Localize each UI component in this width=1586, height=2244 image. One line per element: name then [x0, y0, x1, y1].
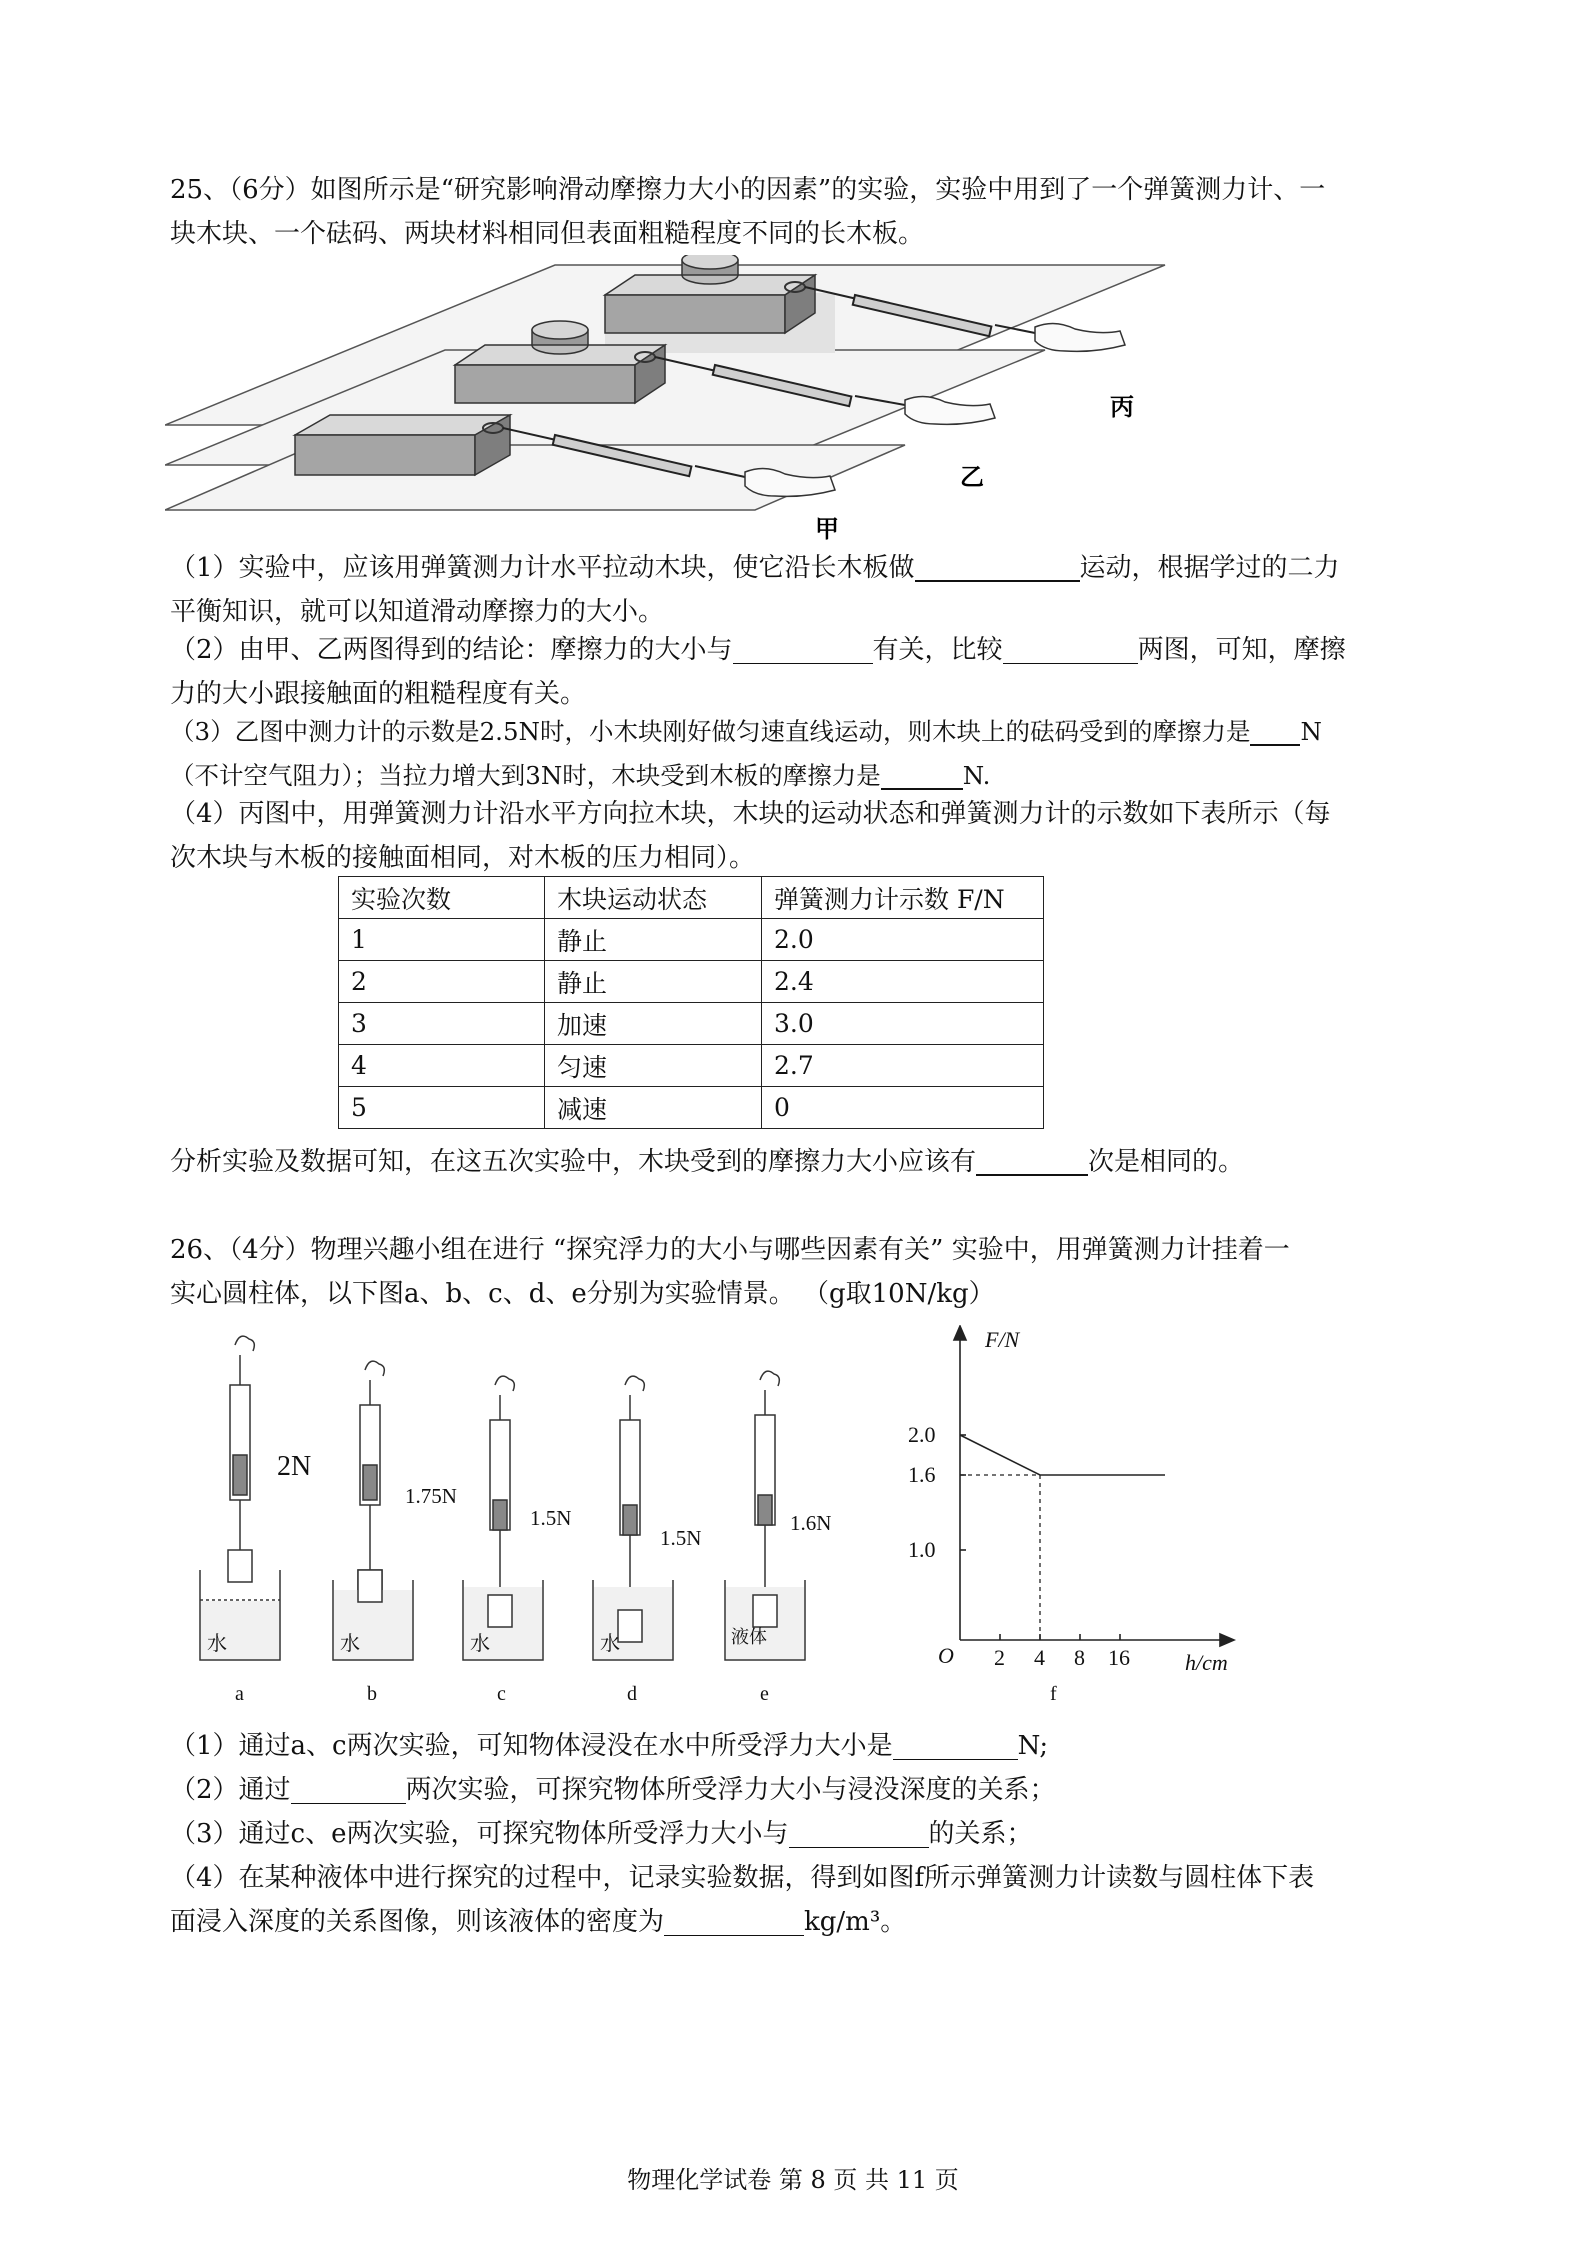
y-axis-arrow [954, 1326, 966, 1340]
answer-blank[interactable] [976, 1144, 1088, 1176]
table-row [339, 1003, 1044, 1045]
panel-a [200, 1336, 280, 1660]
x-tick-label: 4 [1034, 1645, 1045, 1670]
x-axis-arrow [1220, 1634, 1234, 1646]
page-footer: 物理化学试卷 第 8 页 共 11 页 [627, 2166, 959, 2194]
q25-p2-text-d: 力的大小跟接触面的粗糙程度有关。 [170, 679, 587, 709]
panel-b [333, 1361, 413, 1660]
friction-data-table [338, 876, 1044, 1129]
x-tick-label: 16 [1108, 1645, 1130, 1670]
q25-p1-text-c: 平衡知识，就可以知道滑动摩擦力的大小。 [170, 597, 665, 627]
origin-label: O [938, 1643, 954, 1668]
q25-p2-text-a: （2）由甲、乙两图得到的结论：摩擦力的大小与 [170, 635, 733, 665]
q26-p1-text-b: N; [1017, 1731, 1049, 1761]
q26-p1-text-a: （1）通过a、c两次实验，可知物体浸没在水中所受浮力大小是 [170, 1731, 893, 1761]
table-cell: 1 [339, 919, 545, 961]
q26-part1 [170, 1724, 1430, 1768]
force-depth-graph [900, 1325, 1270, 1710]
table-cell: 减速 [545, 1087, 762, 1129]
q26-p4-text-a: （4）在某种液体中进行探究的过程中，记录实验数据，得到如图f所示弹簧测力计读数与圆柱体下表 [170, 1863, 1315, 1893]
table-header-row [339, 877, 1044, 919]
q26-part4 [170, 1856, 1430, 1944]
table-header-cell: 弹簧测力计示数 F/N [762, 877, 1044, 919]
answer-blank[interactable] [733, 633, 873, 664]
q25-p3-text-d: N. [962, 761, 991, 790]
reading-a: 2N [277, 1451, 312, 1482]
y-tick-label: 2.0 [908, 1422, 936, 1447]
liquid-d: 水 [600, 1633, 620, 1655]
q26-p3-text-b: 的关系； [928, 1819, 1033, 1849]
table-row [339, 1087, 1044, 1129]
y-axis-label: F/N [985, 1327, 1020, 1352]
liquid-c: 水 [470, 1633, 490, 1655]
q25-part1 [170, 546, 1430, 634]
series-line [960, 1435, 1165, 1475]
table-row [339, 1045, 1044, 1087]
q25-p1-text-a: （1）实验中，应该用弹簧测力计水平拉动木块，使它沿长木板做 [170, 553, 915, 583]
table-cell: 4 [339, 1045, 545, 1087]
reading-c: 1.5N [530, 1506, 572, 1530]
q25-p3-text-a: （3）乙图中测力计的示数是2.5N时，小木块刚好做匀速直线运动，则木块上的砝码受到的摩擦力是 [170, 717, 1251, 746]
answer-blank[interactable] [291, 1773, 406, 1804]
table-cell: 加速 [545, 1003, 762, 1045]
table-cell: 2.4 [762, 961, 1044, 1003]
q25-p4-text-a: （4）丙图中，用弹簧测力计沿水平方向拉木块，木块的运动状态和弹簧测力计的示数如下表所示（每 [170, 799, 1331, 829]
q25-part2 [170, 628, 1430, 716]
q25-intro [170, 168, 1430, 256]
panel-d [593, 1376, 673, 1660]
hand-yi [905, 396, 995, 424]
y-tick-label: 1.0 [908, 1537, 936, 1562]
table-cell: 2.0 [762, 919, 1044, 961]
x-tick-label: 2 [994, 1645, 1005, 1670]
letter-d: d [627, 1683, 637, 1705]
q25-p4-text-b: 次木块与木板的接触面相同，对木板的压力相同）。 [170, 843, 756, 873]
q25-conclusion [170, 1140, 1430, 1184]
answer-blank[interactable] [664, 1905, 804, 1936]
q25-conclusion-text-b: 次是相同的。 [1088, 1147, 1245, 1177]
letter-a: a [235, 1683, 244, 1705]
q25-p2-text-c: 两图，可知，摩擦 [1137, 635, 1346, 665]
table-cell: 0 [762, 1087, 1044, 1129]
q26-p3-text-a: （3）通过c、e两次实验，可探究物体所受浮力大小与 [170, 1819, 789, 1849]
friction-experiment-figure [165, 255, 1175, 540]
answer-blank[interactable] [881, 758, 963, 790]
table-cell: 5 [339, 1087, 545, 1129]
answer-blank[interactable] [1250, 714, 1300, 746]
q26-p4-text-b: 面浸入深度的关系图像，则该液体的密度为 [170, 1907, 665, 1937]
q25-intro-line2: 块木块、一个砝码、两块材料相同但表面粗糙程度不同的长木板。 [170, 219, 925, 249]
answer-blank[interactable] [1003, 633, 1138, 664]
liquid-a: 水 [207, 1633, 227, 1655]
graph-letter: f [1050, 1683, 1057, 1705]
table-row [339, 919, 1044, 961]
table-cell: 静止 [545, 919, 762, 961]
q26-intro-line2: 实心圆柱体，以下图a、b、c、d、e分别为实验情景。 （g取10N/kg） [170, 1279, 995, 1309]
q25-p3-text-b: N [1300, 717, 1322, 746]
table-cell: 3.0 [762, 1003, 1044, 1045]
answer-blank[interactable] [893, 1729, 1018, 1760]
liquid-e: 液体 [731, 1627, 767, 1647]
q26-p2-text-a: （2）通过 [170, 1775, 291, 1805]
table-cell: 2.7 [762, 1045, 1044, 1087]
reading-e: 1.6N [790, 1511, 832, 1535]
letter-c: c [497, 1683, 506, 1705]
letter-e: e [760, 1683, 769, 1705]
table-cell: 静止 [545, 961, 762, 1003]
liquid-b: 水 [340, 1633, 360, 1655]
table-cell: 2 [339, 961, 545, 1003]
q25-p2-text-b: 有关，比较 [872, 635, 1003, 665]
x-tick-label: 8 [1074, 1645, 1085, 1670]
label-jia: 甲 [815, 515, 839, 540]
q26-intro-line1: 26、（4分）物理兴趣小组在进行 “探究浮力的大小与哪些因素有关” 实验中，用弹簧测力计挂着一 [170, 1235, 1290, 1265]
x-axis-label: h/cm [1185, 1650, 1228, 1675]
buoyancy-experiment-figure [195, 1325, 875, 1710]
q25-part4 [170, 792, 1430, 880]
q25-part3 [170, 710, 1430, 798]
table-row [339, 961, 1044, 1003]
q26-part3 [170, 1812, 1430, 1856]
q25-p3-text-c: （不计空气阻力）；当拉力增大到3N时，木块受到木板的摩擦力是 [170, 761, 881, 790]
reading-d: 1.5N [660, 1526, 702, 1550]
q26-part2 [170, 1768, 1430, 1812]
table-header-cell: 实验次数 [339, 877, 545, 919]
q26-intro [170, 1228, 1430, 1316]
answer-blank[interactable] [915, 550, 1080, 582]
y-tick-label: 1.6 [908, 1462, 936, 1487]
table-cell: 匀速 [545, 1045, 762, 1087]
q25-conclusion-text-a: 分析实验及数据可知，在这五次实验中，木块受到的摩擦力大小应该有 [170, 1147, 977, 1177]
label-yi: 乙 [960, 463, 984, 491]
letter-b: b [367, 1683, 377, 1705]
answer-blank[interactable] [789, 1817, 929, 1848]
q25-intro-line1: 25、（6分）如图所示是“研究影响滑动摩擦力大小的因素”的实验，实验中用到了一个弹簧测力计、一 [170, 175, 1326, 205]
table-header-cell: 木块运动状态 [545, 877, 762, 919]
q26-p4-text-c: kg/m³。 [804, 1907, 907, 1937]
reading-b: 1.75N [405, 1484, 457, 1508]
hand-bing [1035, 323, 1125, 351]
q26-p2-text-b: 两次实验，可探究物体所受浮力大小与浸没深度的关系； [405, 1775, 1056, 1805]
q25-p1-text-b: 运动，根据学过的二力 [1079, 553, 1340, 583]
table-cell: 3 [339, 1003, 545, 1045]
label-bing: 丙 [1110, 393, 1134, 421]
